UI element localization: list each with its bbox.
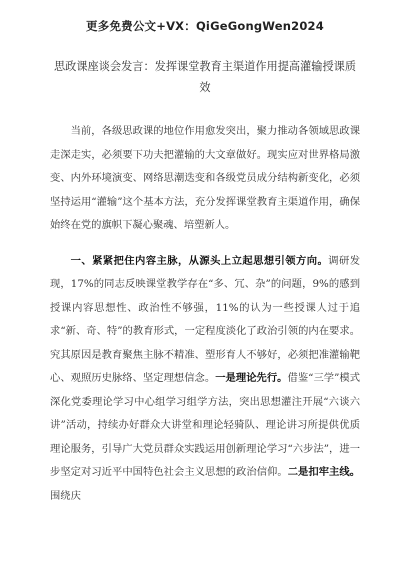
section-1-text: 调研发现，17%的同志反映课堂教学存在“多、冗、杂”的问题，9%的感到授课内容思想性、政治性不够强，11%的认为一些授课人过于追求“新、奇、特”的教育形式，一定程度淡化了政治引领的内在要求。究其原因是教育聚焦主脉不精准、塑形育人不够好，必须把准灌输靶心、观照历史脉络、坚定理想信念。 bbox=[50, 254, 361, 384]
point-2-text: 围绕庆 bbox=[50, 489, 81, 502]
section-1-heading: 一、紧紧把住内容主脉，从源头上立起思想引领方向。 bbox=[70, 254, 329, 267]
intro-paragraph: 当前，各级思政课的地位作用愈发突出，聚力推动各领域思政课走深走实，必须要下功夫把灌输的大文章做好。现实应对世界格局激变、内外环境演变、网络思潮迭变和各级党员成分结构新变化，必须坚持运用“灌输”这个基本方法，充分发挥课堂教育主渠道作用，确保始终在党的旗帜下凝心聚魂、培塑新人。 bbox=[50, 125, 360, 231]
point-1-text: 借鉴“三学”模式深化党委理论学习中心组学习组学方法，突出思想灌注开展“六谈六讲”活动，持续办好群众大讲堂和理论轻骑队、理论讲习所提供优质理论服务，引导广大党员群众实践运用创新理论学习“六步法”，进一步坚定对习近平中国特色社会主义思想的政治信仰。 bbox=[50, 372, 361, 478]
document-title: 思政课座谈会发言：发挥课堂教育主渠道作用提高灌输授课质效 bbox=[53, 60, 357, 94]
header-note: 更多免费公文+VX：QiGeGongWen2024 bbox=[86, 19, 324, 33]
section-1-paragraph bbox=[50, 250, 360, 509]
point-2-label: 二是扣牢主线。 bbox=[287, 466, 361, 478]
point-1-label: 一是理论先行。 bbox=[215, 372, 288, 384]
